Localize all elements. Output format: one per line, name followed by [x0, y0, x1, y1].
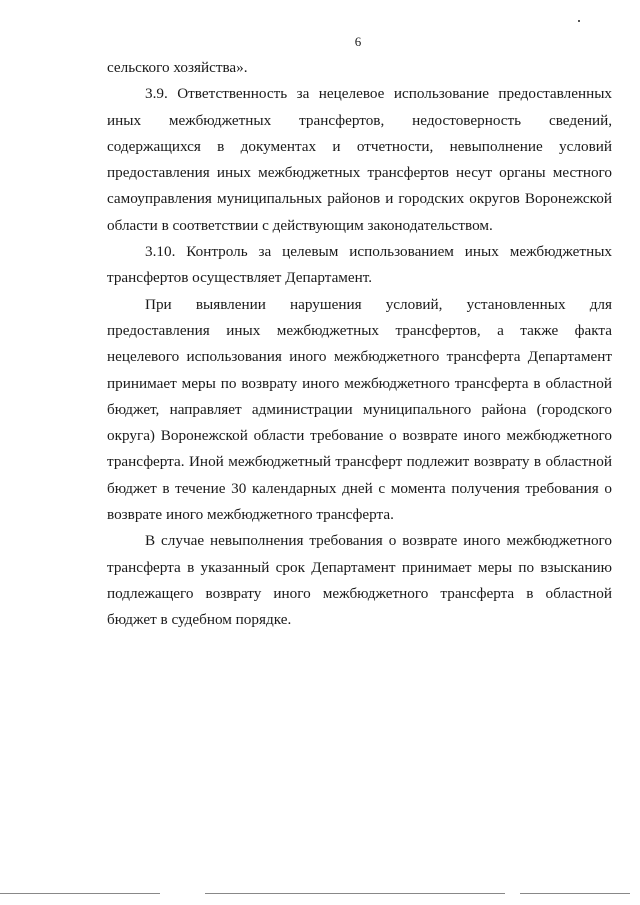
scan-speck [578, 20, 580, 22]
paragraph-violation: При выявлении нарушения условий, установленных для предоставления иных межбюджетных трансфертов, а также факта нецелевого использования иного межбюджетного трансферта Департамент принимает меры по возврату иного межбюджетного трансферта в областной бюджет, направляет администрации муниципального района (городского округа) Воронежской области требование о возврате иного межбюджетного трансферта. Иной межбюджетный трансферт подлежит возврату в областной бюджет в течение 30 календарных дней с момента получения требования о возврате иного межбюджетного трансферта. [107, 295, 612, 524]
scan-edge-line-left [0, 893, 160, 894]
paragraph-3-10: 3.10. Контроль за целевым использованием иных межбюджетных трансфертов осуществляет Департамент. [107, 243, 612, 287]
paragraph-3-9: 3.9. Ответственность за нецелевое использование предоставленных иных межбюджетных трансфертов, недостоверность сведений, содержащихся в документах и отчетности, невыполнение условий предоставления иных межбюджетных трансфертов несут органы местного самоуправления муниципальных районов и городских округов Воронежской области в соответствии с действующим законодательством. [107, 85, 612, 234]
scan-edge-line-middle [205, 893, 505, 894]
page-number: 6 [354, 34, 362, 49]
scan-edge-line-right [520, 893, 630, 894]
paragraph-non-compliance: В случае невыполнения требования о возврате иного межбюджетного трансферта в указанный срок Департамент принимает меры по взысканию подлежащего возврату иного межбюджетного трансферта в областной бюджет в судебном порядке. [107, 532, 612, 629]
document-body [107, 55, 612, 634]
paragraph-continuation: сельского хозяйства». [107, 59, 248, 76]
